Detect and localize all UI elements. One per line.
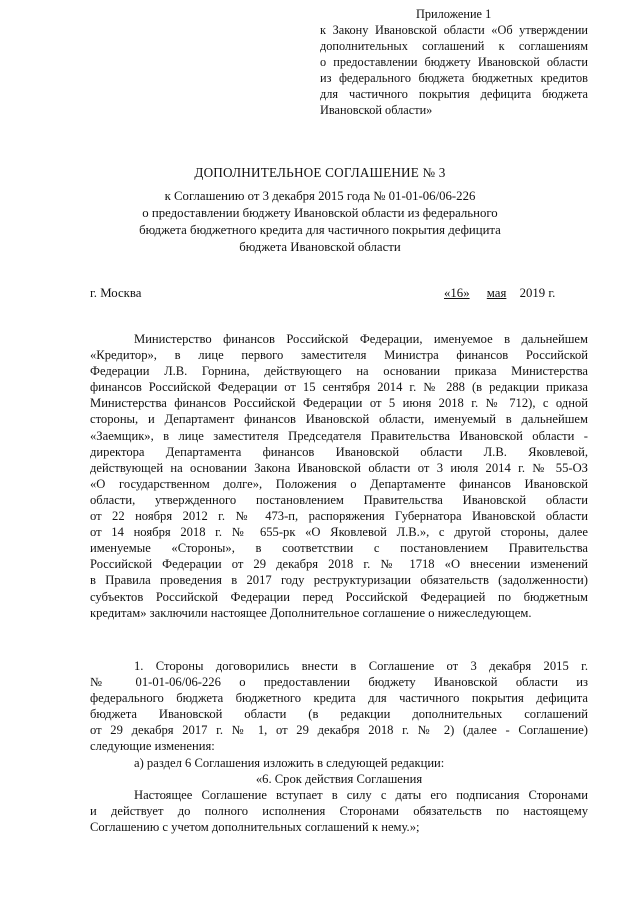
paragraph-line: от 14 ноября 2018 г. № 655-рк «О Яковлевой Л.В.», с другой стороны, далее [90, 525, 588, 540]
date-year: 2019 г. [519, 286, 556, 300]
paragraph-line: действующей на основании Закона Ивановской области от 3 июля 2014 г. № 55-ОЗ [90, 460, 588, 475]
appendix-line: к Закону Ивановской области «Об утверждении [320, 23, 588, 37]
paragraph-line: финансов Российской Федерации от 15 сентября 2014 г. № 288 (в редакции приказа [90, 380, 588, 395]
paragraph-line: Министерства финансов Российской Федерации от 5 июня 2018 г. № 712), с одной [90, 396, 588, 411]
appendix-line: из федерального бюджета бюджетных кредитов [320, 71, 588, 85]
item-a-line: а) раздел 6 Соглашения изложить в следующей редакции: [134, 755, 445, 770]
paragraph-line: № 01-01-06/06-226 о предоставлении бюджету Ивановской области из [90, 675, 588, 690]
subtitle-line: бюджета Ивановской области [239, 240, 401, 254]
appendix-line: дополнительных соглашений к соглашениям [320, 39, 588, 53]
paragraph-line: стороны, и Департамент финансов Ивановской области, именуемый в дальнейшем [90, 412, 588, 427]
appendix-line: о предоставлении бюджету Ивановской области [320, 55, 588, 69]
subtitle-line: к Соглашению от 3 декабря 2015 года № 01-01-06/06-226 [164, 189, 476, 203]
clause-1-paragraph [90, 658, 588, 835]
paragraph-line: от 29 декабря 2017 г. № 1, от 29 декабря 2018 г. № 2) (далее - Соглашение) [90, 723, 588, 738]
paragraph-line: директора Департамента финансов Ивановской области Л.В. Яковлевой, [90, 444, 588, 459]
appendix-line: Ивановской области» [320, 103, 433, 117]
paragraph-line: федерального бюджета бюджетного кредита для частичного покрытия дефицита [90, 691, 588, 706]
document-city: г. Москва [90, 286, 142, 300]
paragraph-line: Российской Федерации от 29 декабря 2018 г. № 1718 «О внесении изменений [90, 557, 588, 572]
paragraph-line: именуемые «Стороны», в соответствии с постановлением Правительства [90, 541, 588, 556]
paragraph-line: области, утвержденного постановлением Правительства Ивановской области [90, 492, 588, 507]
document-subtitle [60, 188, 580, 256]
paragraph-line: Федерации Л.В. Горнина, действующего на основании приказа Министерства [90, 364, 588, 379]
appendix-block [320, 6, 588, 118]
subtitle-line: о предоставлении бюджету Ивановской области из федерального [142, 206, 498, 220]
paragraph-line: 1. Стороны договорились внести в Соглашение от 3 декабря 2015 г. [134, 659, 588, 673]
paragraph-line: «Заемщик», в лице заместителя Председателя Правительства Ивановской области - [90, 428, 588, 443]
paragraph-line: бюджета Ивановской области (в редакции дополнительных соглашений [90, 707, 588, 722]
paragraph-line: Министерство финансов Российской Федерации, именуемое в дальнейшем [134, 332, 588, 346]
section-6-line: и действует до полного исполнения Сторонами обязательств по настоящему [90, 803, 588, 818]
preamble-paragraph [90, 331, 588, 621]
subtitle-line: бюджета бюджетного кредита для частичного покрытия дефицита [139, 223, 501, 237]
date-day: «16» [444, 286, 470, 300]
date-month: мая [486, 286, 507, 300]
appendix-title: Приложение 1 [416, 7, 492, 21]
section-6-line: Настоящее Соглашение вступает в силу с даты его подписания Сторонами [134, 787, 588, 802]
paragraph-line: «О государственном долге», Положения о Департаменте финансов Ивановской [90, 476, 588, 491]
paragraph-line: кредитам» заключили настоящее Дополнительное соглашение о нижеследующем. [90, 605, 532, 620]
section-6-title: «6. Срок действия Соглашения [255, 771, 423, 786]
document-title: ДОПОЛНИТЕЛЬНОЕ СОГЛАШЕНИЕ № 3 [194, 165, 446, 180]
paragraph-line: «Кредитор», в лице первого заместителя Министра финансов Российской [90, 348, 588, 363]
paragraph-line: субъектов Российской Федерации перед Российской Федерацией по бюджетным [90, 589, 588, 604]
paragraph-line: от 22 ноября 2012 г. № 473-п, распоряжения Губернатора Ивановской области [90, 509, 588, 524]
paragraph-line: следующие изменения: [90, 739, 215, 754]
document-date [444, 286, 555, 301]
section-6-line: Соглашению с учетом дополнительных соглашений к нему.»; [90, 819, 420, 834]
appendix-line: для частичного покрытия дефицита бюджета [320, 87, 588, 101]
paragraph-line: в Правила проведения в 2017 году реструктуризации обязательств (задолженности) [90, 573, 588, 588]
